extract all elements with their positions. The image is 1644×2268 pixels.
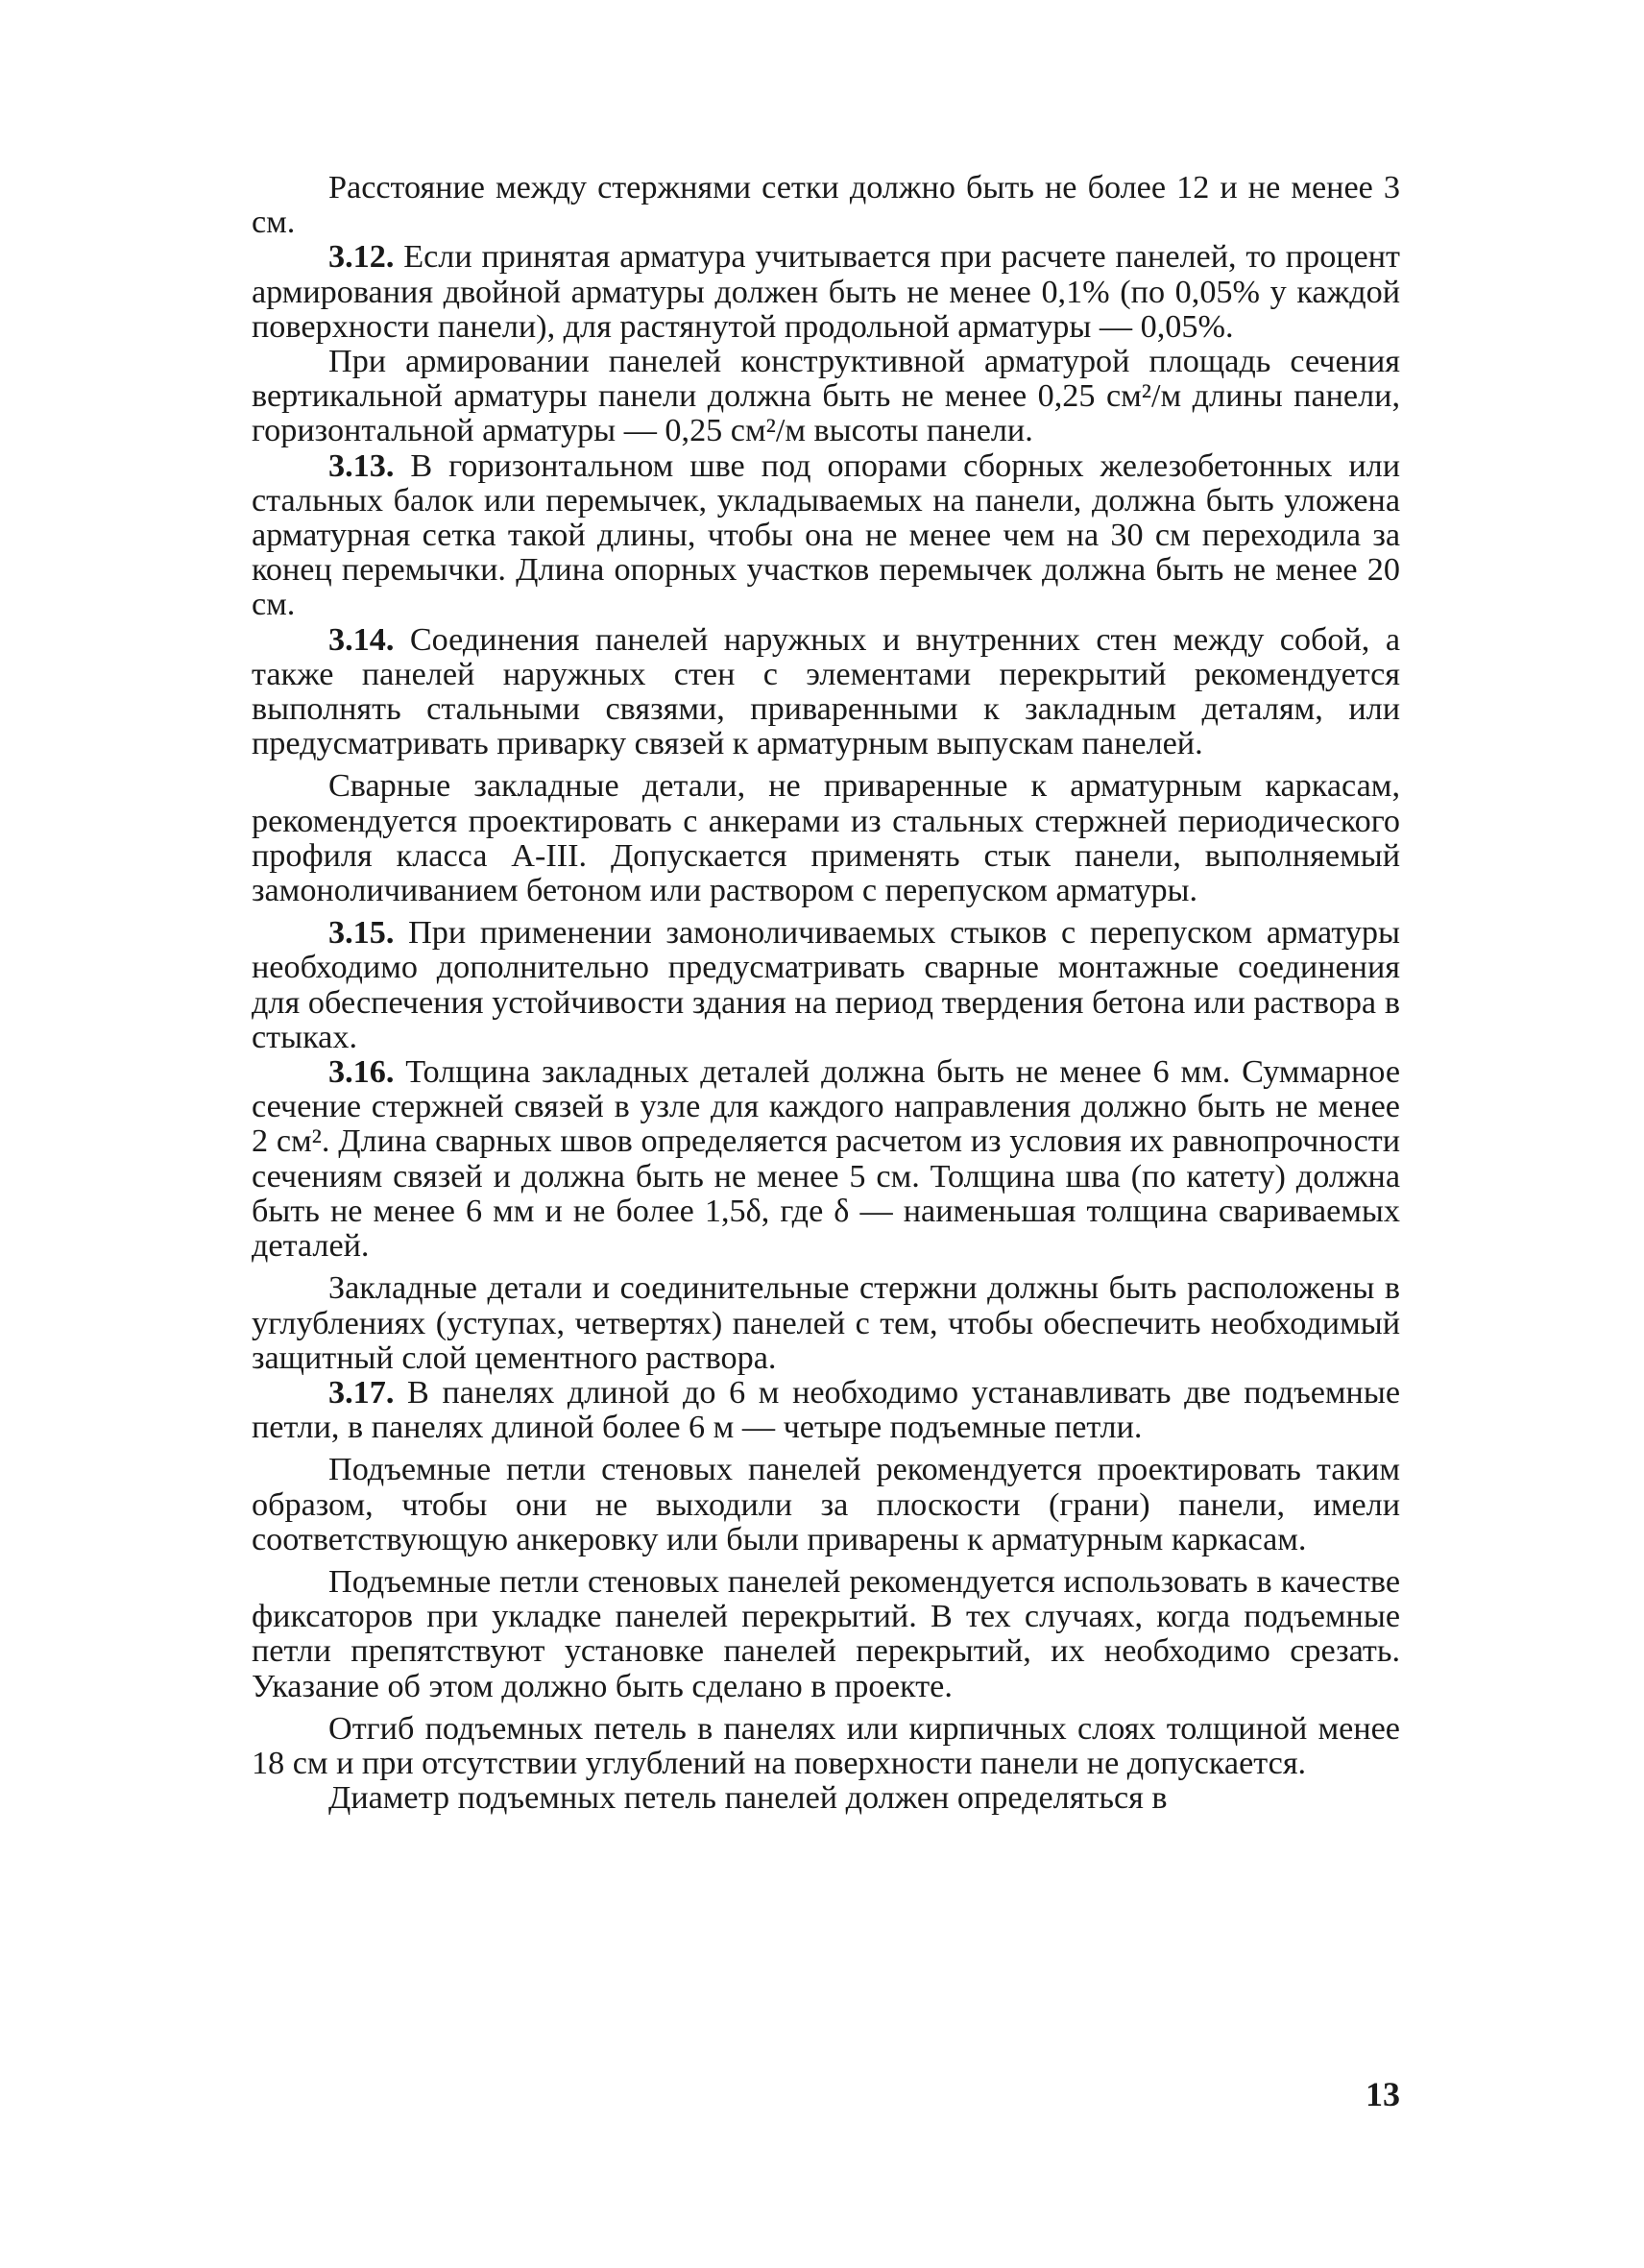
clause-number: 3.17. — [328, 1374, 395, 1411]
clause-number: 3.12. — [328, 239, 395, 276]
clause-number: 3.13. — [328, 447, 395, 484]
paragraph-text: Сварные закладные детали, не приваренные к арматурным каркасам, рекомендуется проектировать с анкерами из стальных стержней периодического профиля класса А-III. Допускается применять стык панели, выполняемый замоноличиванием бетоном или раствором с перепуском арматуры. — [252, 768, 1400, 909]
paragraph-grid-spacing — [252, 171, 1400, 240]
paragraph-3-16 — [252, 1055, 1400, 1264]
paragraph-text: В панелях длиной до 6 м необходимо устанавливать две подъемные петли, в панелях длиной более 6 м — четыре подъемные петли. — [252, 1374, 1400, 1446]
document-body — [252, 171, 1400, 1816]
paragraph-3-13 — [252, 449, 1400, 623]
paragraph-embedded-parts — [252, 769, 1400, 908]
paragraph-text: Если принятая арматура учитывается при расчете панелей, то процент армирования двойной арматуры должен быть не менее 0,1% (по 0,05% у каждой поверхности панели), для растянутой продольной арматуры — 0,05%. — [252, 239, 1400, 345]
clause-number: 3.15. — [328, 915, 395, 952]
paragraph-text: Отгиб подъемных петель в панелях или кирпичных слоях толщиной менее 18 см и при отсутствии углублений на поверхности панели не допускается. — [252, 1710, 1400, 1781]
paragraph-3-12 — [252, 240, 1400, 345]
paragraph-text: Соединения панелей наружных и внутренних стен между собой, а также панелей наружных стен с элементами перекрытий рекомендуется выполнять стальными связями, приваренными к закладным деталям, или предусматривать приварку связей к арматурным выпускам панелей. — [252, 621, 1400, 762]
paragraph-text: В горизонтальном шве под опорами сборных железобетонных или стальных балок или перемычек, укладываемых на панели, должна быть уложена арматурная сетка такой длины, чтобы она не менее чем на 30 см переходила за конец перемычки. Длина опорных участков перемычек должна быть не менее 20 см. — [252, 447, 1400, 623]
paragraph-constructive-reinforcement — [252, 345, 1400, 449]
paragraph-lifting-loops-diameter — [252, 1781, 1400, 1816]
paragraph-text: Подъемные петли стеновых панелей рекомендуется использовать в качестве фиксаторов при укладке панелей перекрытий. В тех случаях, когда подъемные петли препятствуют установке панелей перекрытий, их необходимо срезать. Указание об этом должно быть сделано в проекте. — [252, 1563, 1400, 1704]
page-number: 13 — [1366, 2075, 1400, 2113]
paragraph-lifting-loops-fixators — [252, 1565, 1400, 1704]
paragraph-text: Толщина закладных деталей должна быть не менее 6 мм. Суммарное сечение стержней связей в узле для каждого направления должно быть не менее 2 см². Длина сварных швов определяется расчетом из условия их равнопрочности сечениям связей и должна быть не менее 5 см. Толщина шва (по катету) должна быть не менее 6 мм и не более 1,5δ, где δ — наименьшая толщина свариваемых деталей. — [252, 1054, 1400, 1265]
paragraph-text: Подъемные петли стеновых панелей рекомендуется проектировать таким образом, чтобы они не выходили за плоскости (грани) панели, имели соответствующую анкеровку или были приварены к арматурным каркасам. — [252, 1452, 1400, 1557]
paragraph-3-14 — [252, 623, 1400, 762]
paragraph-lifting-loops-bending — [252, 1712, 1400, 1781]
paragraph-lifting-loops-design — [252, 1453, 1400, 1557]
paragraph-connecting-rods — [252, 1271, 1400, 1376]
paragraph-text: При армировании панелей конструктивной арматурой площадь сечения вертикальной арматуры панели должна быть не менее 0,25 см²/м длины панели, горизонтальной арматуры — 0,25 см²/м высоты панели. — [252, 344, 1400, 449]
paragraph-text: При применении замоноличиваемых стыков с перепуском арматуры необходимо дополнительно предусматривать сварные монтажные соединения для обеспечения устойчивости здания на период твердения бетона или раствора в стыках. — [252, 915, 1400, 1055]
paragraph-3-17 — [252, 1376, 1400, 1445]
paragraph-3-15 — [252, 916, 1400, 1055]
paragraph-text: Закладные детали и соединительные стержни должны быть расположены в углублениях (уступах, четвертях) панелей с тем, чтобы обеспечить необходимый защитный слой цементного раствора. — [252, 1270, 1400, 1376]
clause-number: 3.16. — [328, 1054, 395, 1091]
clause-number: 3.14. — [328, 621, 395, 658]
paragraph-text: Расстояние между стержнями сетки должно быть не более 12 и не менее 3 см. — [252, 170, 1400, 241]
paragraph-text: Диаметр подъемных петель панелей должен определяться в — [328, 1780, 1168, 1817]
